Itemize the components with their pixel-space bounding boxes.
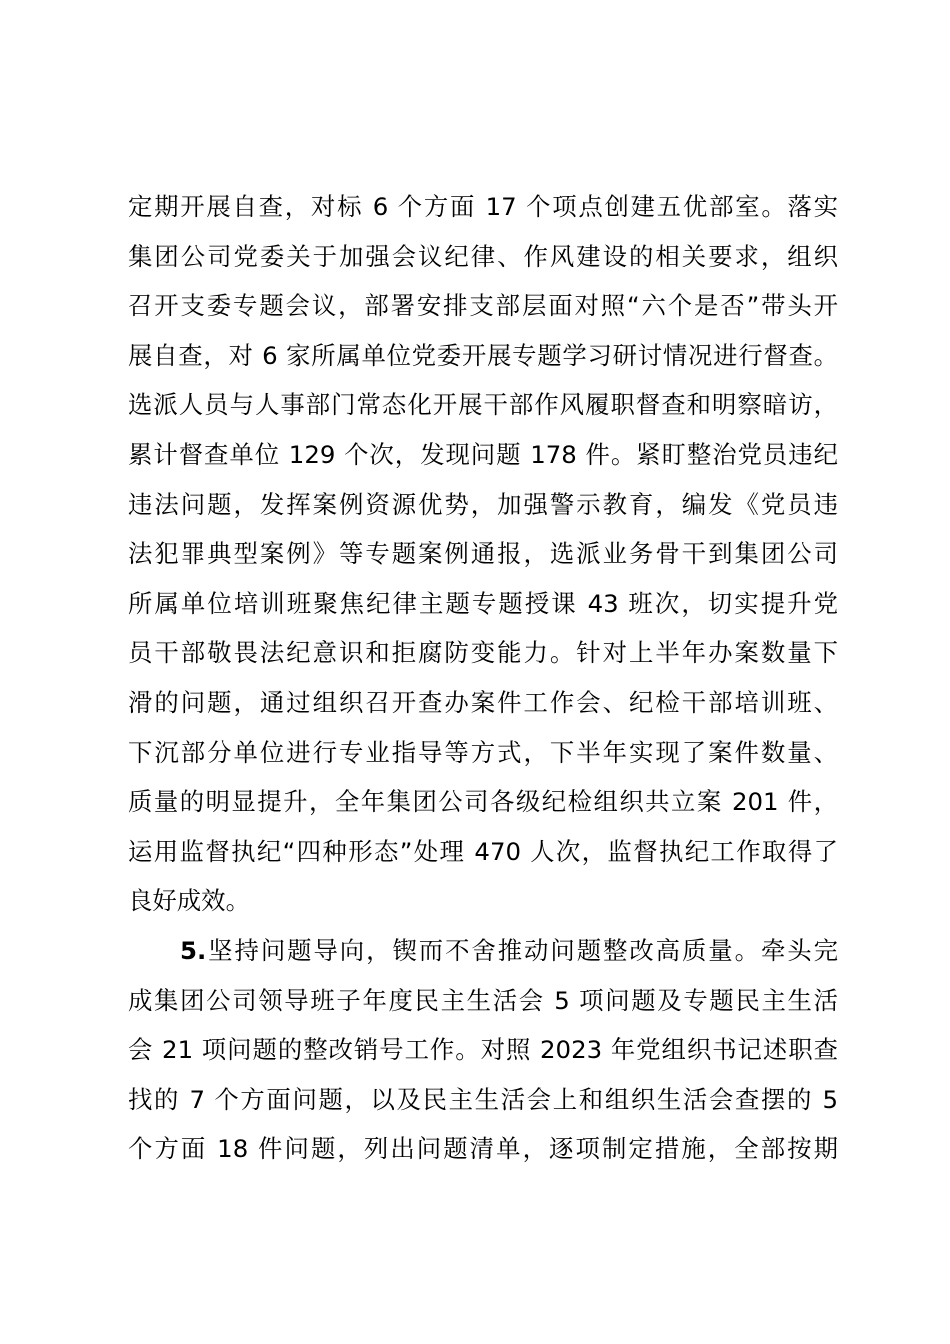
- paragraph-1: [128, 182, 838, 926]
- text-line: 会 21 项问题的整改销号工作。对照 2023 年党组织书记述职查: [128, 1035, 838, 1065]
- text-line: [128, 926, 838, 976]
- text-line: 滑的问题，通过组织召开查办案件工作会、纪检干部培训班、: [128, 687, 838, 717]
- text-line: 运用监督执纪“四种形态”处理 470 人次，监督执纪工作取得了: [128, 836, 838, 866]
- paragraph-2: [128, 926, 838, 1174]
- text-line: 良好成效。: [128, 886, 250, 916]
- text-line: 展自查，对 6 家所属单位党委开展专题学习研讨情况进行督查。: [128, 340, 838, 370]
- text-line: 违法问题，发挥案例资源优势，加强警示教育，编发《党员违: [128, 489, 838, 519]
- text-line: 成集团公司领导班子年度民主生活会 5 项问题及专题民主生活: [128, 985, 838, 1015]
- body-text: [128, 182, 838, 1174]
- text-line: 累计督查单位 129 个次，发现问题 178 件。紧盯整治党员违纪: [128, 439, 838, 469]
- text-line: 所属单位培训班聚焦纪律主题专题授课 43 班次，切实提升党: [128, 588, 838, 618]
- item-heading-text: 坚持问题导向，锲而不舍推动问题整改高质量。牵头完: [206, 935, 838, 965]
- text-line: 个方面 18 件问题，列出问题清单，逐项制定措施，全部按期: [128, 1134, 838, 1164]
- text-line: 质量的明显提升，全年集团公司各级纪检组织共立案 201 件，: [128, 787, 838, 817]
- text-line: 找的 7 个方面问题，以及民主生活会上和组织生活会查摆的 5: [128, 1084, 838, 1114]
- text-line: 下沉部分单位进行专业指导等方式，下半年实现了案件数量、: [128, 737, 838, 767]
- text-line: 法犯罪典型案例》等专题案例通报，选派业务骨干到集团公司: [128, 539, 838, 569]
- text-line: 定期开展自查，对标 6 个方面 17 个项点创建五优部室。落实: [128, 192, 838, 221]
- text-line: 选派人员与人事部门常态化开展干部作风履职督查和明察暗访，: [128, 390, 838, 420]
- text-line: 员干部敬畏法纪意识和拒腐防变能力。针对上半年办案数量下: [128, 638, 838, 668]
- text-line: 集团公司党委关于加强会议纪律、作风建设的相关要求，组织: [128, 241, 838, 271]
- text-line: 召开支委专题会议，部署安排支部层面对照“六个是否”带头开: [128, 291, 838, 321]
- item-number: 5.: [180, 935, 207, 965]
